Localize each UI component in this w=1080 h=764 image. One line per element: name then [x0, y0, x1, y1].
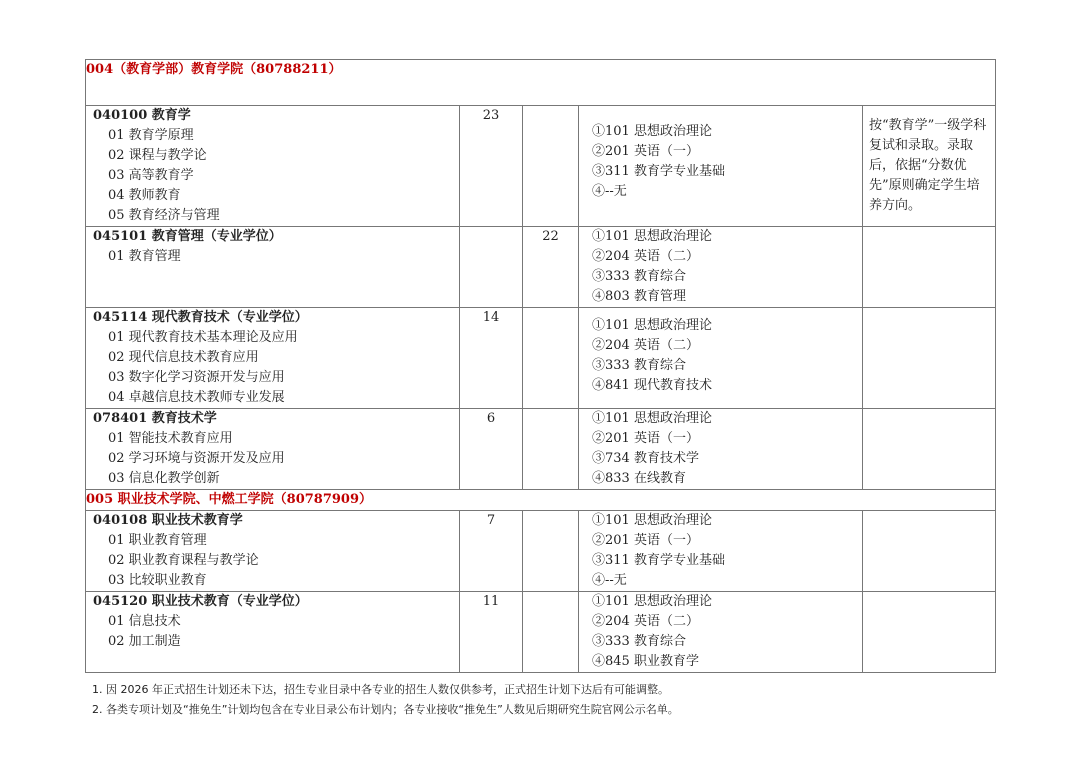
- table-row: [86, 308, 996, 409]
- table-row: [86, 592, 996, 673]
- department-header-row: [86, 60, 996, 106]
- remark-cell: [863, 308, 996, 409]
- exam-subjects: [579, 511, 863, 592]
- direction-item: 02 加工制造: [108, 634, 181, 649]
- exam-item: ④803 教育管理: [592, 289, 686, 304]
- professional-count: [523, 106, 579, 227]
- remark-cell: [863, 592, 996, 673]
- direction-item: 02 现代信息技术教育应用: [108, 350, 259, 365]
- footnote-item: 1. 因 2026 年正式招生计划还未下达，招生专业目录中各专业的招生人数仅供参考，正式招生计划下达后有可能调整。: [92, 683, 669, 696]
- exam-item: ①101 思想政治理论: [592, 318, 712, 333]
- direction-item: 01 信息技术: [108, 614, 181, 629]
- table-row: [86, 511, 996, 592]
- enrollment-catalog-table: [85, 59, 996, 673]
- academic-count: [460, 227, 523, 308]
- remark-cell: [863, 227, 996, 308]
- exam-item: ④845 职业教育学: [592, 654, 699, 669]
- direction-item: 03 比较职业教育: [108, 573, 207, 588]
- direction-item: 01 现代教育技术基本理论及应用: [108, 330, 298, 345]
- major-cell: [86, 308, 460, 409]
- direction-item: 05 教育经济与管理: [108, 208, 220, 223]
- exam-item: ①101 思想政治理论: [592, 124, 712, 139]
- major-title: 045114 现代教育技术（专业学位）: [93, 310, 308, 325]
- remark-cell: [863, 511, 996, 592]
- exam-subjects: [579, 106, 863, 227]
- academic-count: 11: [460, 592, 523, 673]
- major-title: 045120 职业技术教育（专业学位）: [93, 594, 308, 609]
- exam-item: ②204 英语（二）: [592, 614, 699, 629]
- major-title: 040100 教育学: [93, 108, 191, 123]
- direction-item: 02 职业教育课程与教学论: [108, 553, 259, 568]
- department-header: 005 职业技术学院、中燃工学院（80787909）: [86, 490, 996, 511]
- major-title: 078401 教育技术学: [93, 411, 217, 426]
- academic-count: 6: [460, 409, 523, 490]
- direction-item: 01 教育管理: [108, 249, 181, 264]
- exam-item: ②201 英语（一）: [592, 533, 699, 548]
- exam-item: ④833 在线教育: [592, 471, 686, 486]
- department-header-row: [86, 490, 996, 511]
- exam-item: ②201 英语（一）: [592, 431, 699, 446]
- direction-item: 01 教育学原理: [108, 128, 194, 143]
- exam-item: ①101 思想政治理论: [592, 411, 712, 426]
- professional-count: [523, 511, 579, 592]
- exam-item: ④841 现代教育技术: [592, 378, 712, 393]
- department-header: 004（教育学部）教育学院（80788211）: [86, 60, 996, 106]
- professional-count: [523, 592, 579, 673]
- exam-subjects: [579, 592, 863, 673]
- major-title: 040108 职业技术教育学: [93, 513, 243, 528]
- exam-item: ④--无: [592, 184, 627, 199]
- table-row: [86, 106, 996, 227]
- direction-item: 02 学习环境与资源开发及应用: [108, 451, 285, 466]
- exam-item: ③311 教育学专业基础: [592, 553, 725, 568]
- major-cell: [86, 592, 460, 673]
- direction-item: 03 信息化教学创新: [108, 471, 220, 486]
- exam-item: ④--无: [592, 573, 627, 588]
- major-cell: [86, 106, 460, 227]
- exam-item: ②204 英语（二）: [592, 338, 699, 353]
- footnotes: [92, 680, 679, 720]
- major-cell: [86, 409, 460, 490]
- direction-item: 02 课程与教学论: [108, 148, 207, 163]
- exam-subjects: [579, 227, 863, 308]
- exam-item: ①101 思想政治理论: [592, 229, 712, 244]
- direction-item: 03 数字化学习资源开发与应用: [108, 370, 285, 385]
- professional-count: 22: [523, 227, 579, 308]
- major-cell: [86, 227, 460, 308]
- remark-cell: [863, 409, 996, 490]
- direction-item: 01 智能技术教育应用: [108, 431, 233, 446]
- professional-count: [523, 409, 579, 490]
- major-cell: [86, 511, 460, 592]
- exam-item: ③333 教育综合: [592, 634, 686, 649]
- exam-subjects: [579, 308, 863, 409]
- academic-count: 23: [460, 106, 523, 227]
- exam-item: ①101 思想政治理论: [592, 513, 712, 528]
- remark-cell: 按“教育学”一级学科复试和录取。录取后，依据“分数优先”原则确定学生培养方向。: [863, 106, 996, 227]
- exam-item: ③333 教育综合: [592, 269, 686, 284]
- direction-item: 04 教师教育: [108, 188, 181, 203]
- exam-item: ③333 教育综合: [592, 358, 686, 373]
- direction-item: 04 卓越信息技术教师专业发展: [108, 390, 285, 405]
- direction-item: 03 高等教育学: [108, 168, 194, 183]
- academic-count: 14: [460, 308, 523, 409]
- exam-item: ②201 英语（一）: [592, 144, 699, 159]
- direction-item: 01 职业教育管理: [108, 533, 207, 548]
- exam-subjects: [579, 409, 863, 490]
- table-row: [86, 227, 996, 308]
- exam-item: ①101 思想政治理论: [592, 594, 712, 609]
- table-row: [86, 409, 996, 490]
- exam-item: ③311 教育学专业基础: [592, 164, 725, 179]
- professional-count: [523, 308, 579, 409]
- major-title: 045101 教育管理（专业学位）: [93, 229, 282, 244]
- footnote-item: 2. 各类专项计划及“推免生”计划均包含在专业目录公布计划内；各专业接收“推免生”人数见后期研究生院官网公示名单。: [92, 703, 679, 716]
- exam-item: ③734 教育技术学: [592, 451, 699, 466]
- academic-count: 7: [460, 511, 523, 592]
- exam-item: ②204 英语（二）: [592, 249, 699, 264]
